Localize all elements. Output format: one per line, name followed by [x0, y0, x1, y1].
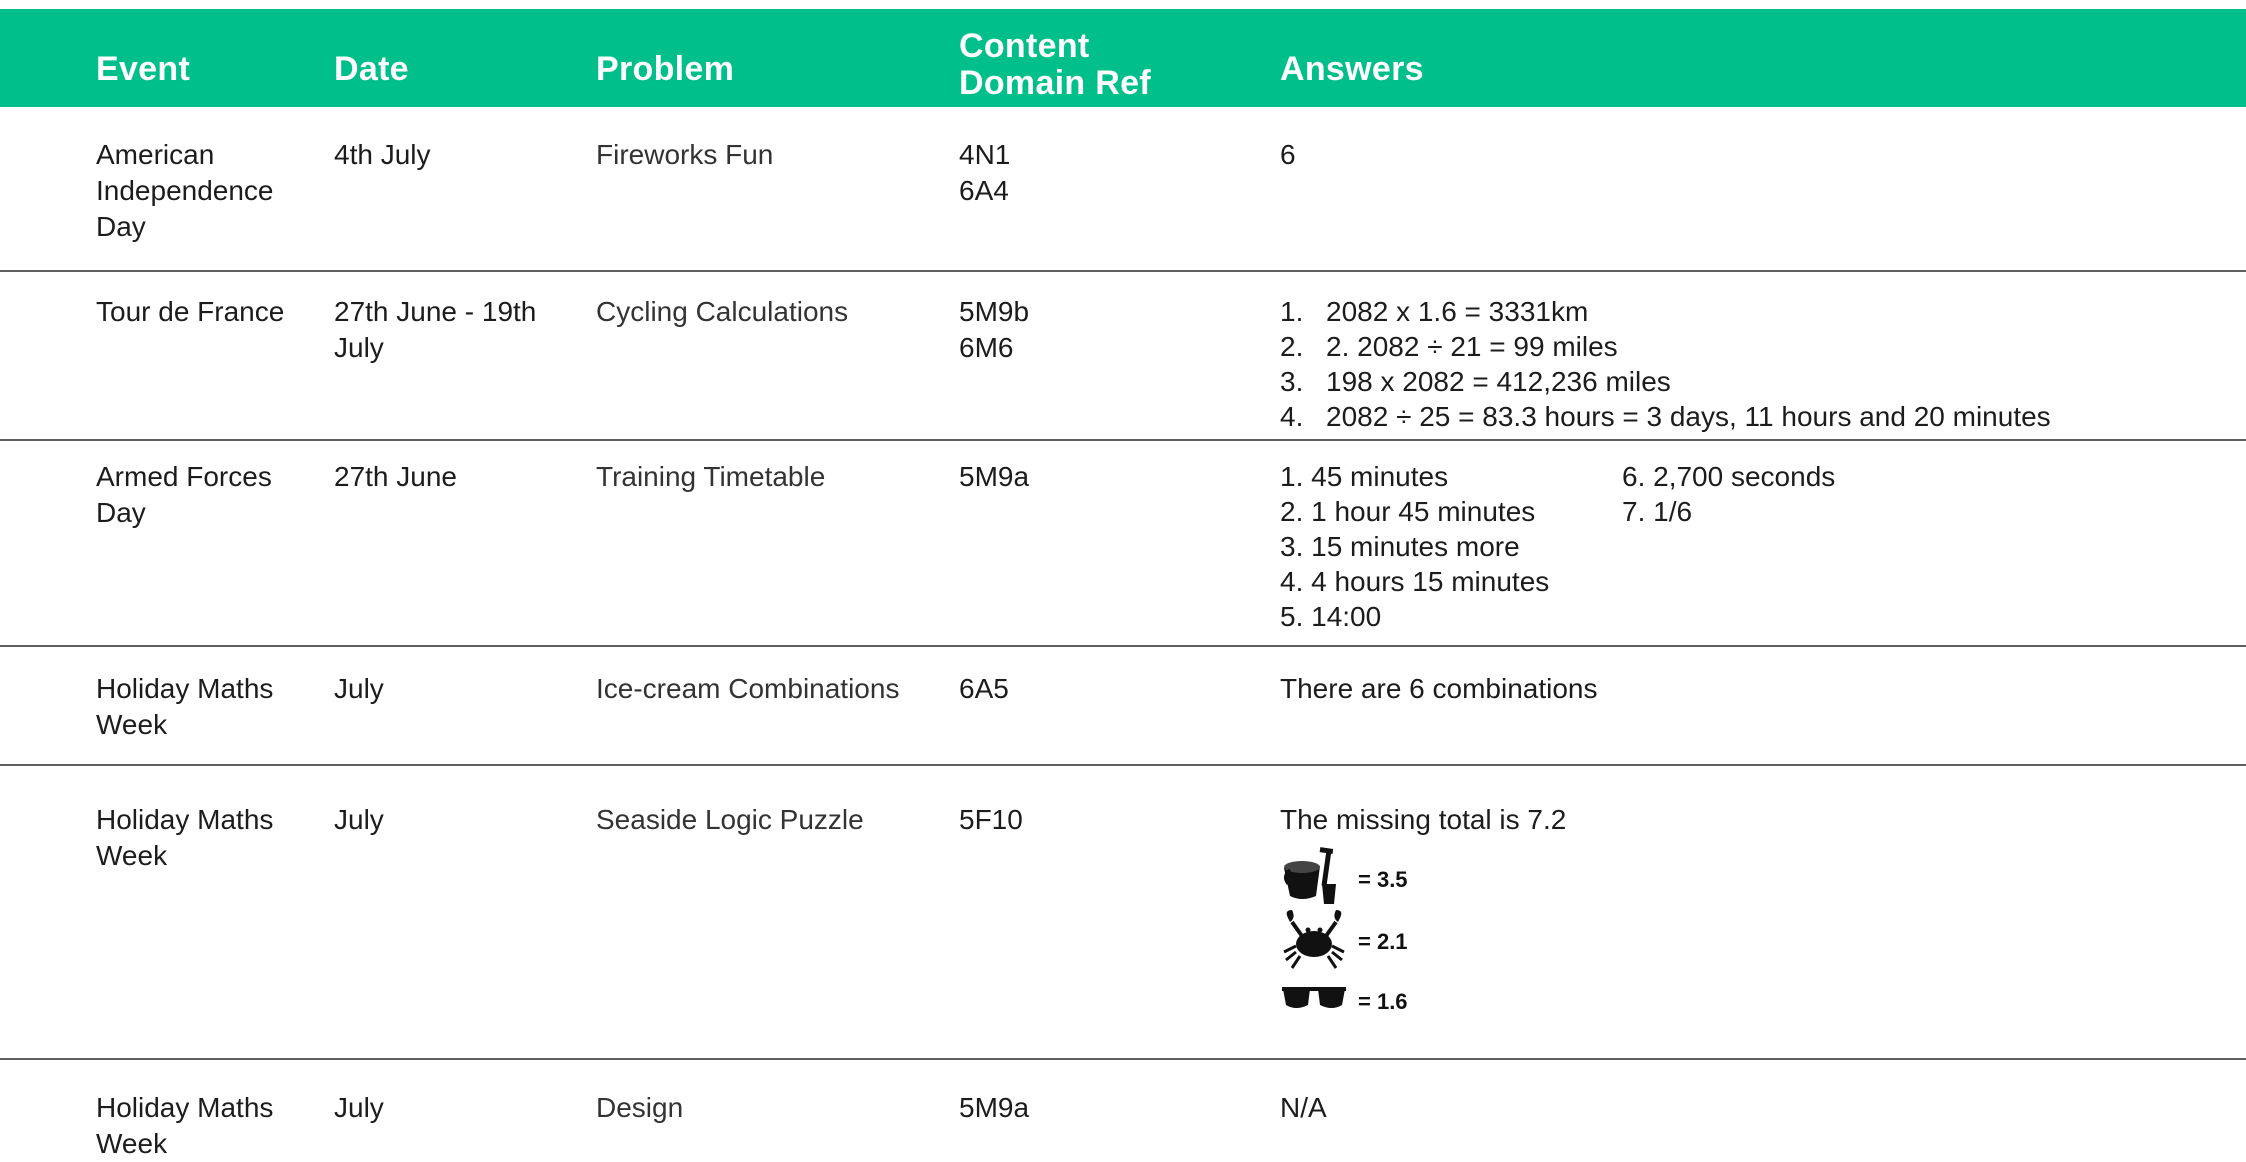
list-item: 6. 2,700 seconds	[1622, 461, 1836, 492]
list-item: 3. 15 minutes more	[1280, 531, 1520, 562]
problem-cell: Cycling Calculations	[596, 296, 849, 327]
header-date: Date	[334, 50, 409, 88]
table-row	[0, 441, 2246, 647]
list-item: 7. 1/6	[1622, 496, 1693, 527]
table-row	[0, 107, 2246, 272]
date-cell: 27th June	[334, 461, 457, 492]
list-item: 3. 198 x 2082 = 412,236 miles	[1280, 366, 1671, 397]
date-cell: 4th July	[334, 139, 431, 170]
problem-cell: Fireworks Fun	[596, 139, 774, 170]
date-cell: July	[334, 804, 384, 835]
problem-cell: Training Timetable	[596, 461, 826, 492]
table-row	[0, 1060, 2246, 1160]
crab-icon	[1280, 908, 1358, 976]
content-domain-ref-cell: 5M9a	[959, 461, 1030, 492]
sunglasses-icon	[1280, 979, 1358, 1025]
answer-cell: The missing total is 7.2	[1280, 804, 1567, 835]
content-domain-ref-cell: 5M9b 6M6	[959, 296, 1030, 363]
content-domain-ref-cell: 5F10	[959, 804, 1023, 835]
legend-bucket-spade	[1280, 858, 1408, 902]
answer-list	[1280, 294, 2051, 434]
header-problem: Problem	[596, 50, 735, 88]
date-cell: 27th June - 19th July	[334, 296, 537, 363]
content-domain-ref-cell: 5M9a	[959, 1092, 1030, 1123]
list-item: 2. 2. 2082 ÷ 21 = 99 miles	[1280, 331, 1618, 362]
bucket-spade-icon	[1280, 846, 1358, 914]
problem-cell: Ice-cream Combinations	[596, 673, 900, 704]
list-item: 5. 14:00	[1280, 601, 1382, 632]
legend-value: = 2.1	[1358, 929, 1408, 954]
legend-crab	[1280, 920, 1408, 964]
list-item: 1. 2082 x 1.6 = 3331km	[1280, 296, 1589, 327]
list-item: 1. 45 minutes	[1280, 461, 1449, 492]
header-event: Event	[96, 50, 191, 88]
answer-column-left	[1280, 459, 1549, 634]
table-row	[0, 766, 2246, 1060]
table-header	[0, 9, 2246, 107]
date-cell: July	[334, 673, 384, 704]
event-cell: Holiday Maths Week	[96, 804, 274, 871]
event-cell: Armed Forces Day	[96, 461, 272, 528]
header-answers: Answers	[1280, 50, 1424, 88]
answer-cell: There are 6 combinations	[1280, 673, 1598, 704]
event-cell: American Independence Day	[96, 139, 274, 242]
legend-value: = 1.6	[1358, 989, 1408, 1014]
problem-cell: Design	[596, 1092, 684, 1123]
list-item: 2. 1 hour 45 minutes	[1280, 496, 1536, 527]
list-item: 4. 4 hours 15 minutes	[1280, 566, 1550, 597]
date-cell: July	[334, 1092, 384, 1123]
answer-cell: 6	[1280, 139, 1296, 170]
table-row	[0, 272, 2246, 441]
answer-column-right	[1622, 459, 1835, 529]
legend-value: = 3.5	[1358, 867, 1408, 892]
problem-cell: Seaside Logic Puzzle	[596, 804, 864, 835]
content-domain-ref-cell: 6A5	[959, 673, 1009, 704]
header-content-domain-ref: Content Domain Ref	[959, 27, 1151, 102]
legend-sunglasses	[1280, 980, 1408, 1024]
event-cell: Tour de France	[96, 296, 285, 327]
event-cell: Holiday Maths Week	[96, 1092, 274, 1159]
event-cell: Holiday Maths Week	[96, 673, 274, 740]
content-domain-ref-cell: 4N1 6A4	[959, 139, 1011, 206]
list-item: 4. 2082 ÷ 25 = 83.3 hours = 3 days, 11 hours and 20 minutes	[1280, 401, 2051, 432]
table-row	[0, 647, 2246, 766]
answer-cell: N/A	[1280, 1092, 1327, 1123]
